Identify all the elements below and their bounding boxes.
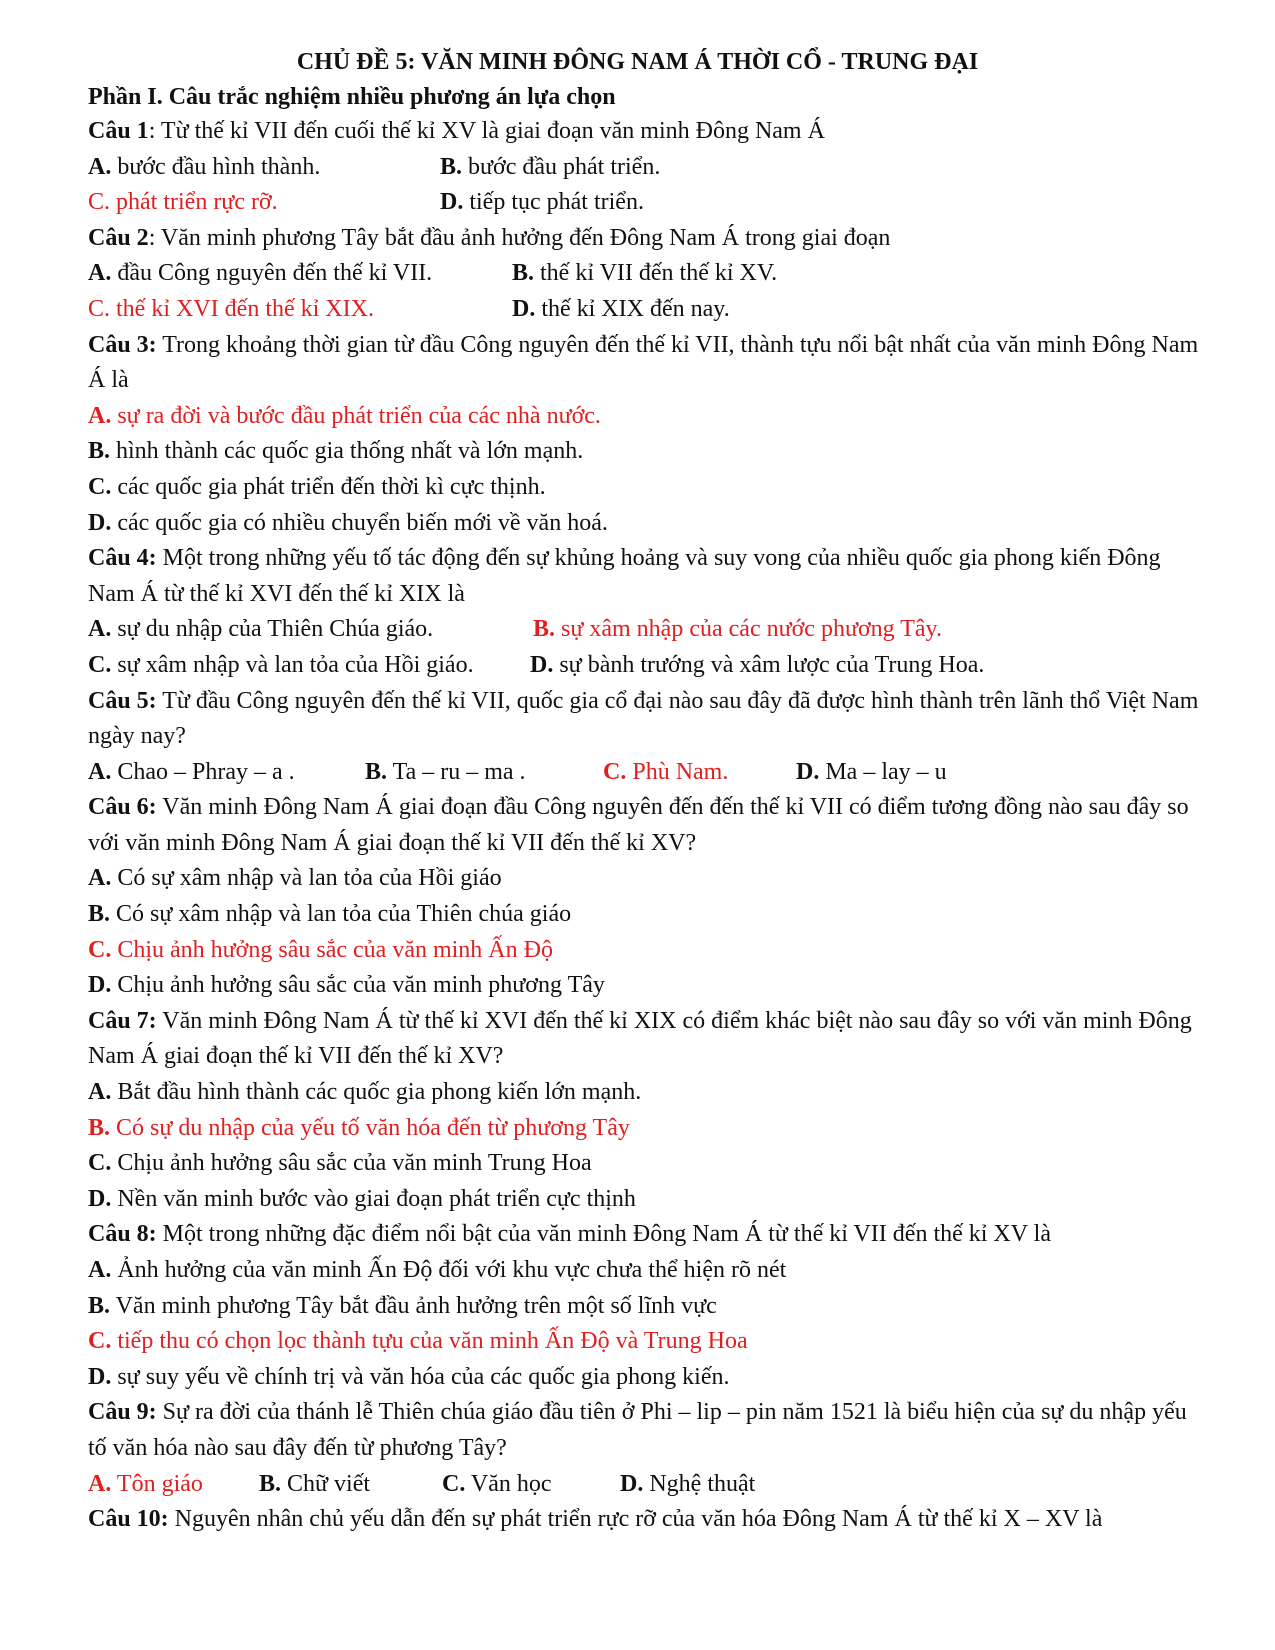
option-b: B. Có sự xâm nhập và lan tỏa của Thiên chúa giáo <box>88 901 572 928</box>
option-a: A. Ảnh hưởng của văn minh Ấn Độ đối với khu vực chưa thể hiện rõ nét <box>88 1257 787 1283</box>
document-title: CHỦ ĐỀ 5: VĂN MINH ĐÔNG NAM Á THỜI CỔ - TRUNG ĐẠI <box>296 49 979 75</box>
option-b: B. Chữ viết <box>259 1470 371 1497</box>
question-text: Một trong những đặc điểm nổi bật của văn minh Đông Nam Á từ thế kỉ VII đến thế kỉ XV là <box>156 1221 1051 1248</box>
option-b: B. Ta – ru – ma . <box>365 758 526 785</box>
option-c-correct: C. thế kỉ XVI đến thế kỉ XIX. <box>88 295 374 322</box>
question-3 <box>88 328 1200 399</box>
options-row <box>88 292 1200 328</box>
options-row <box>88 1467 1200 1503</box>
option-b: B. hình thành các quốc gia thống nhất và lớn mạnh. <box>88 438 584 465</box>
option-c-correct: C. phát triển rực rỡ. <box>88 189 278 216</box>
question-label: Câu 9: <box>88 1399 157 1426</box>
question-9 <box>88 1395 1200 1466</box>
option-d: D. các quốc gia có nhiều chuyển biến mới về văn hoá. <box>88 509 608 536</box>
option-d: D. sự bành trướng và xâm lược của Trung Hoa. <box>530 651 985 678</box>
question-text: Từ thế kỉ VII đến cuối thế kỉ XV là giai đoạn văn minh Đông Nam Á <box>155 118 825 144</box>
option-a-correct: A. Tôn giáo <box>88 1470 203 1497</box>
question-2: Câu 2: Văn minh phương Tây bắt đầu ảnh hưởng đến Đông Nam Á trong giai đoạn <box>88 224 891 251</box>
question-text: Từ đầu Công nguyên đến thế kỉ VII, quốc gia cổ đại nào sau đây đã được hình thành trên lãnh thổ Việt Nam ngày nay? <box>88 687 1199 750</box>
question-list <box>88 114 1200 1538</box>
question-label: Câu 8: <box>88 1221 157 1248</box>
option-b-correct: B. Có sự du nhập của yếu tố văn hóa đến từ phương Tây <box>88 1114 630 1141</box>
question-text: Văn minh phương Tây bắt đầu ảnh hưởng đến Đông Nam Á trong giai đoạn <box>155 224 891 251</box>
options-row <box>88 648 1200 684</box>
option-d: D. Nền văn minh bước vào giai đoạn phát triển cực thịnh <box>88 1185 636 1212</box>
question-text: Sự ra đời của thánh lễ Thiên chúa giáo đầu tiên ở Phi – lip – pin năm 1521 là biểu hiện của sự du nhập yếu tố văn hóa nào sau đây đến từ phương Tây? <box>88 1399 1187 1461</box>
question-label: Câu 4: <box>88 545 157 572</box>
option-b: B. Văn minh phương Tây bắt đầu ảnh hưởng trên một số lĩnh vực <box>88 1292 717 1319</box>
option-c-correct: C. Chịu ảnh hưởng sâu sắc của văn minh Ấn Độ <box>88 936 553 963</box>
options-row <box>88 755 1200 791</box>
option-b: B. bước đầu phát triển. <box>440 153 661 180</box>
option-c: C. Văn học <box>442 1470 552 1497</box>
question-label: Câu 10: <box>88 1506 169 1533</box>
question-text: Một trong những yếu tố tác động đến sự khủng hoảng và suy vong của nhiều quốc gia phong kiến Đông Nam Á từ thế kỉ XVI đến thế kỉ XIX là <box>88 545 1161 607</box>
question-label: Câu 6: <box>88 794 157 821</box>
option-a: A. bước đầu hình thành. <box>88 153 321 180</box>
question-label: Câu 7: <box>88 1007 157 1034</box>
option-c: C. các quốc gia phát triển đến thời kì cực thịnh. <box>88 473 546 500</box>
question-6 <box>88 790 1200 861</box>
question-text: Nguyên nhân chủ yếu dẫn đến sự phát triển rực rỡ của văn hóa Đông Nam Á từ thế kỉ X – XV là <box>168 1506 1103 1533</box>
options-row <box>88 612 1200 648</box>
question-text: Trong khoảng thời gian từ đầu Công nguyên đến thế kỉ VII, thành tựu nổi bật nhất của văn minh Đông Nam Á là <box>88 331 1199 394</box>
options-row <box>88 256 1200 292</box>
question-text: Văn minh Đông Nam Á từ thế kỉ XVI đến thế kỉ XIX có điểm khác biệt nào sau đây so với văn minh Đông Nam Á giai đoạn thế kỉ VII đến thế kỉ XV? <box>88 1007 1192 1070</box>
question-label: Câu 5: <box>88 687 157 714</box>
option-c: C. Chịu ảnh hưởng sâu sắc của văn minh Trung Hoa <box>88 1150 592 1177</box>
question-text: Văn minh Đông Nam Á giai đoạn đầu Công nguyên đến đến thế kỉ VII có điểm tương đồng nào sau đây so với văn minh Đông Nam Á giai đoạn thế kỉ VII đến thế kỉ XV? <box>88 794 1189 856</box>
question-4 <box>88 541 1200 612</box>
question-label: Câu 3: <box>88 331 157 358</box>
question-label: Câu 1 <box>88 118 149 144</box>
question-5 <box>88 684 1200 755</box>
option-b-correct: B. sự xâm nhập của các nước phương Tây. <box>533 616 942 643</box>
options-row <box>88 185 1200 221</box>
question-10 <box>88 1502 1200 1538</box>
option-a: A. Bắt đầu hình thành các quốc gia phong kiến lớn mạnh. <box>88 1079 642 1106</box>
option-d: D. Chịu ảnh hưởng sâu sắc của văn minh phương Tây <box>88 972 605 999</box>
question-8 <box>88 1217 1200 1253</box>
option-d: D. Nghệ thuật <box>620 1470 756 1497</box>
question-1: Câu 1: Từ thế kỉ VII đến cuối thế kỉ XV là giai đoạn văn minh Đông Nam Á <box>88 118 825 144</box>
option-d: D. thế kỉ XIX đến nay. <box>512 295 730 322</box>
option-d: D. sự suy yếu về chính trị và văn hóa của các quốc gia phong kiến. <box>88 1363 730 1390</box>
option-d: D. Ma – lay – u <box>796 758 947 785</box>
options-row <box>88 150 1200 186</box>
option-d: D. tiếp tục phát triển. <box>440 189 644 216</box>
option-c-correct: C. Phù Nam. <box>603 758 729 785</box>
option-a: A. sự du nhập của Thiên Chúa giáo. <box>88 616 434 643</box>
option-c-correct: C. tiếp thu có chọn lọc thành tựu của văn minh Ấn Độ và Trung Hoa <box>88 1328 748 1355</box>
section-heading: Phần I. Câu trắc nghiệm nhiều phương án lựa chọn <box>88 84 616 110</box>
option-a: A. Chao – Phray – a . <box>88 758 295 785</box>
option-a: A. Có sự xâm nhập và lan tỏa của Hồi giáo <box>88 865 502 892</box>
option-b: B. thế kỉ VII đến thế kỉ XV. <box>512 260 778 287</box>
option-a-correct: A. sự ra đời và bước đầu phát triển của các nhà nước. <box>88 402 601 429</box>
question-label: Câu 2 <box>88 224 149 251</box>
option-a: A. đầu Công nguyên đến thế kỉ VII. <box>88 260 433 287</box>
question-7 <box>88 1004 1200 1075</box>
option-c: C. sự xâm nhập và lan tỏa của Hồi giáo. <box>88 651 474 678</box>
